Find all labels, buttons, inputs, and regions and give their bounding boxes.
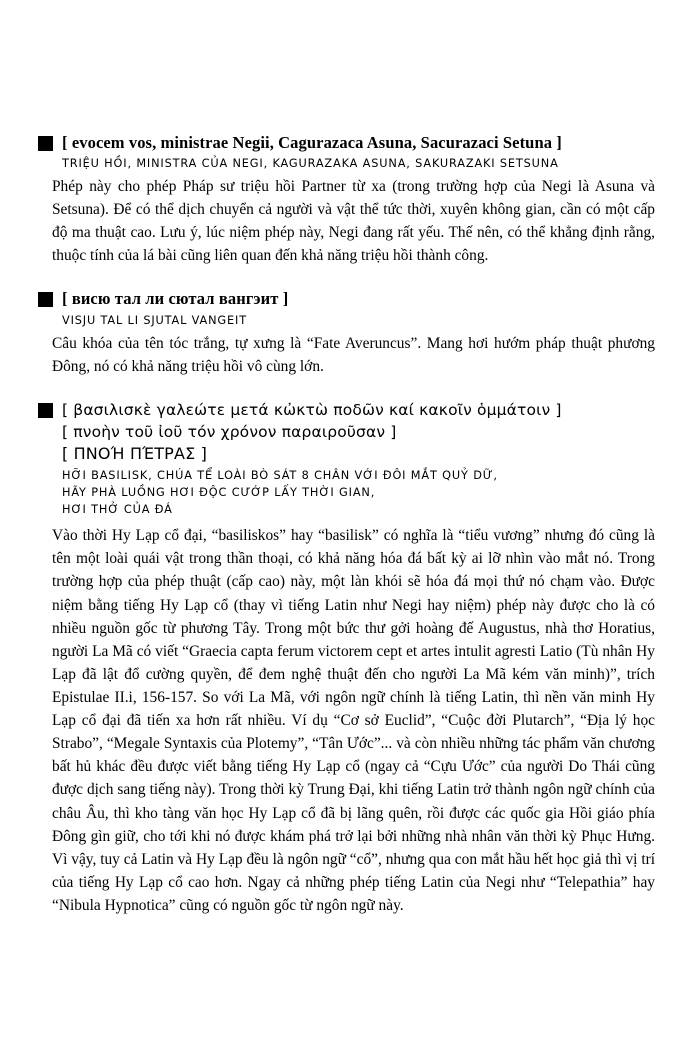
- transliteration-line: HỠI BASILISK, CHÚA TỂ LOÀI BÒ SÁT 8 CHÂN VỚI ĐÔI MẮT QUỶ DỮ,: [62, 469, 498, 483]
- incantation-line: [ висю тал ли сютал вангэит ]: [62, 289, 289, 309]
- incantation-line: [ evocem vos, ministrae Negii, Cagurazaca Asuna, Sacurazaci Setuna ]: [62, 133, 562, 152]
- incantation-lines: [62, 132, 655, 153]
- entry-body-text: Câu khóa của tên tóc trắng, tự xưng là “Fate Averuncus”. Mang hơi hướm pháp thuật phương Đông, nó có khả năng triệu hồi vô cùng lớn.: [52, 334, 655, 375]
- transliteration-block: [62, 313, 655, 330]
- glossary-entry-evocem-vos: [38, 132, 655, 267]
- black-square-bullet-icon: [38, 292, 53, 307]
- incantation-lines: [62, 288, 655, 309]
- glossary-entry-visju-tal-li: [38, 288, 655, 377]
- black-square-bullet-icon: [38, 136, 53, 151]
- entry-heading-row: [38, 132, 655, 153]
- transliteration-line: HÃY PHÀ LUỒNG HƠI ĐỘC CƯỚP LẤY THỜI GIAN,: [62, 486, 376, 500]
- incantation-line: [ πνοὴν τοῦ ἰοῦ τόν χρόνον παραιροῦσαν ]: [62, 422, 397, 441]
- incantation-lines: [62, 399, 655, 466]
- glossary-entry-basiliske-galeote: [38, 399, 655, 917]
- transliteration-line: TRIỆU HỒI, MINISTRA CỦA NEGI, KAGURAZAKA ASUNA, SAKURAZAKI SETSUNA: [62, 157, 559, 171]
- black-square-bullet-icon: [38, 403, 53, 418]
- entry-heading-row: [38, 288, 655, 309]
- entry-body-text: Phép này cho phép Pháp sư triệu hồi Partner từ xa (trong trường hợp của Negi là Asuna và Setsuna). Để có thể dịch chuyển cả người và vật thể tức thời, xuyên không gian, cần có một cấp độ ma thuật cao. Lưu ý, lúc niệm phép này, Negi đang rất yếu. Thế nên, có thể khẳng định rằng, thuộc tính của lá bài cũng liên quan đến khả năng triệu hồi thành công.: [52, 178, 655, 265]
- incantation-line: [ ΠΝΟΉ ΠΈΤΡΑΣ ]: [62, 443, 207, 463]
- transliteration-block: [62, 156, 655, 173]
- entry-body-text: Vào thời Hy Lạp cổ đại, “basiliskos” hay “basilisk” có nghĩa là “tiểu vương” nhưng đó cũng là tên một loài quái vật trong thần thoại, có khả năng hóa đá bất kỳ ai lỡ nhìn vào mắt nó. Trong trường hợp của phép thuật (cấp cao) này, một làn khói sẽ hóa đá mọi thứ nó chạm vào. Được niệm bằng tiếng Hy Lạp cổ (thay vì tiếng Latin như Negi hay niệm) phép này được cho là có nhiều nguồn gốc từ phương Tây. Trong một bức thư gởi hoàng đế Augustus, nhà thơ Horatius, người La Mã có viết “Graecia capta ferum victorem cept et artes intulit agresti Latio (Tù nhân Hy Lạp đã lật đổ cường quyền, để đem nghệ thuật đến cho người La Mã kém văn minh)”, trích Epistulae II.i, 156-157. So với La Mã, với ngôn ngữ chính là tiếng Latin, thì nền văn minh Hy Lạp cổ đại đã tiến xa hơn rất nhiều. Ví dụ “Cơ sở Euclid”, “Cuộc đời Plutarch”, “Địa lý học Strabo”, “Megale Syntaxis của Plotemy”, “Tân Ước”... và còn nhiều những tác phẩm văn chương bất hủ khác đều được viết bằng tiếng Hy Lạp cổ (ngay cả “Cựu Ước” của người Do Thái cũng được dịch sang tiếng này). Trong thời kỳ Trung Đại, khi tiếng Latin trở thành ngôn ngữ chính của châu Âu, thì kho tàng văn học Hy Lạp cổ đã bị lãng quên, rồi được các quốc gia Hồi giáo phía Đông gìn giữ, cho tới khi nó được khám phá trở lại bởi những nhà nhân văn thời kỳ Phục Hưng. Vì vậy, tuy cả Latin và Hy Lạp đều là ngôn ngữ “cổ”, nhưng qua con mắt hầu hết học giả thì vị trí của tiếng Hy Lạp cổ cao hơn. Ngay cả những phép tiếng Latin của Negi như “Telepathia” hay “Nibula Hypnotica” cũng có nguồn gốc từ ngôn ngữ này.: [52, 527, 655, 914]
- entry-heading-row: [38, 399, 655, 466]
- incantation-line: [ βασιλισκὲ γαλεώτε μετά κὠκτὼ ποδῶν καί κακοῖν ὁμμάτοιν ]: [62, 400, 562, 419]
- transliteration-line: HƠI THỞ CỦA ĐÁ: [62, 502, 173, 516]
- transliteration-block: [62, 468, 655, 518]
- transliteration-line: VISJU TAL LI SJUTAL VANGEIT: [62, 313, 247, 327]
